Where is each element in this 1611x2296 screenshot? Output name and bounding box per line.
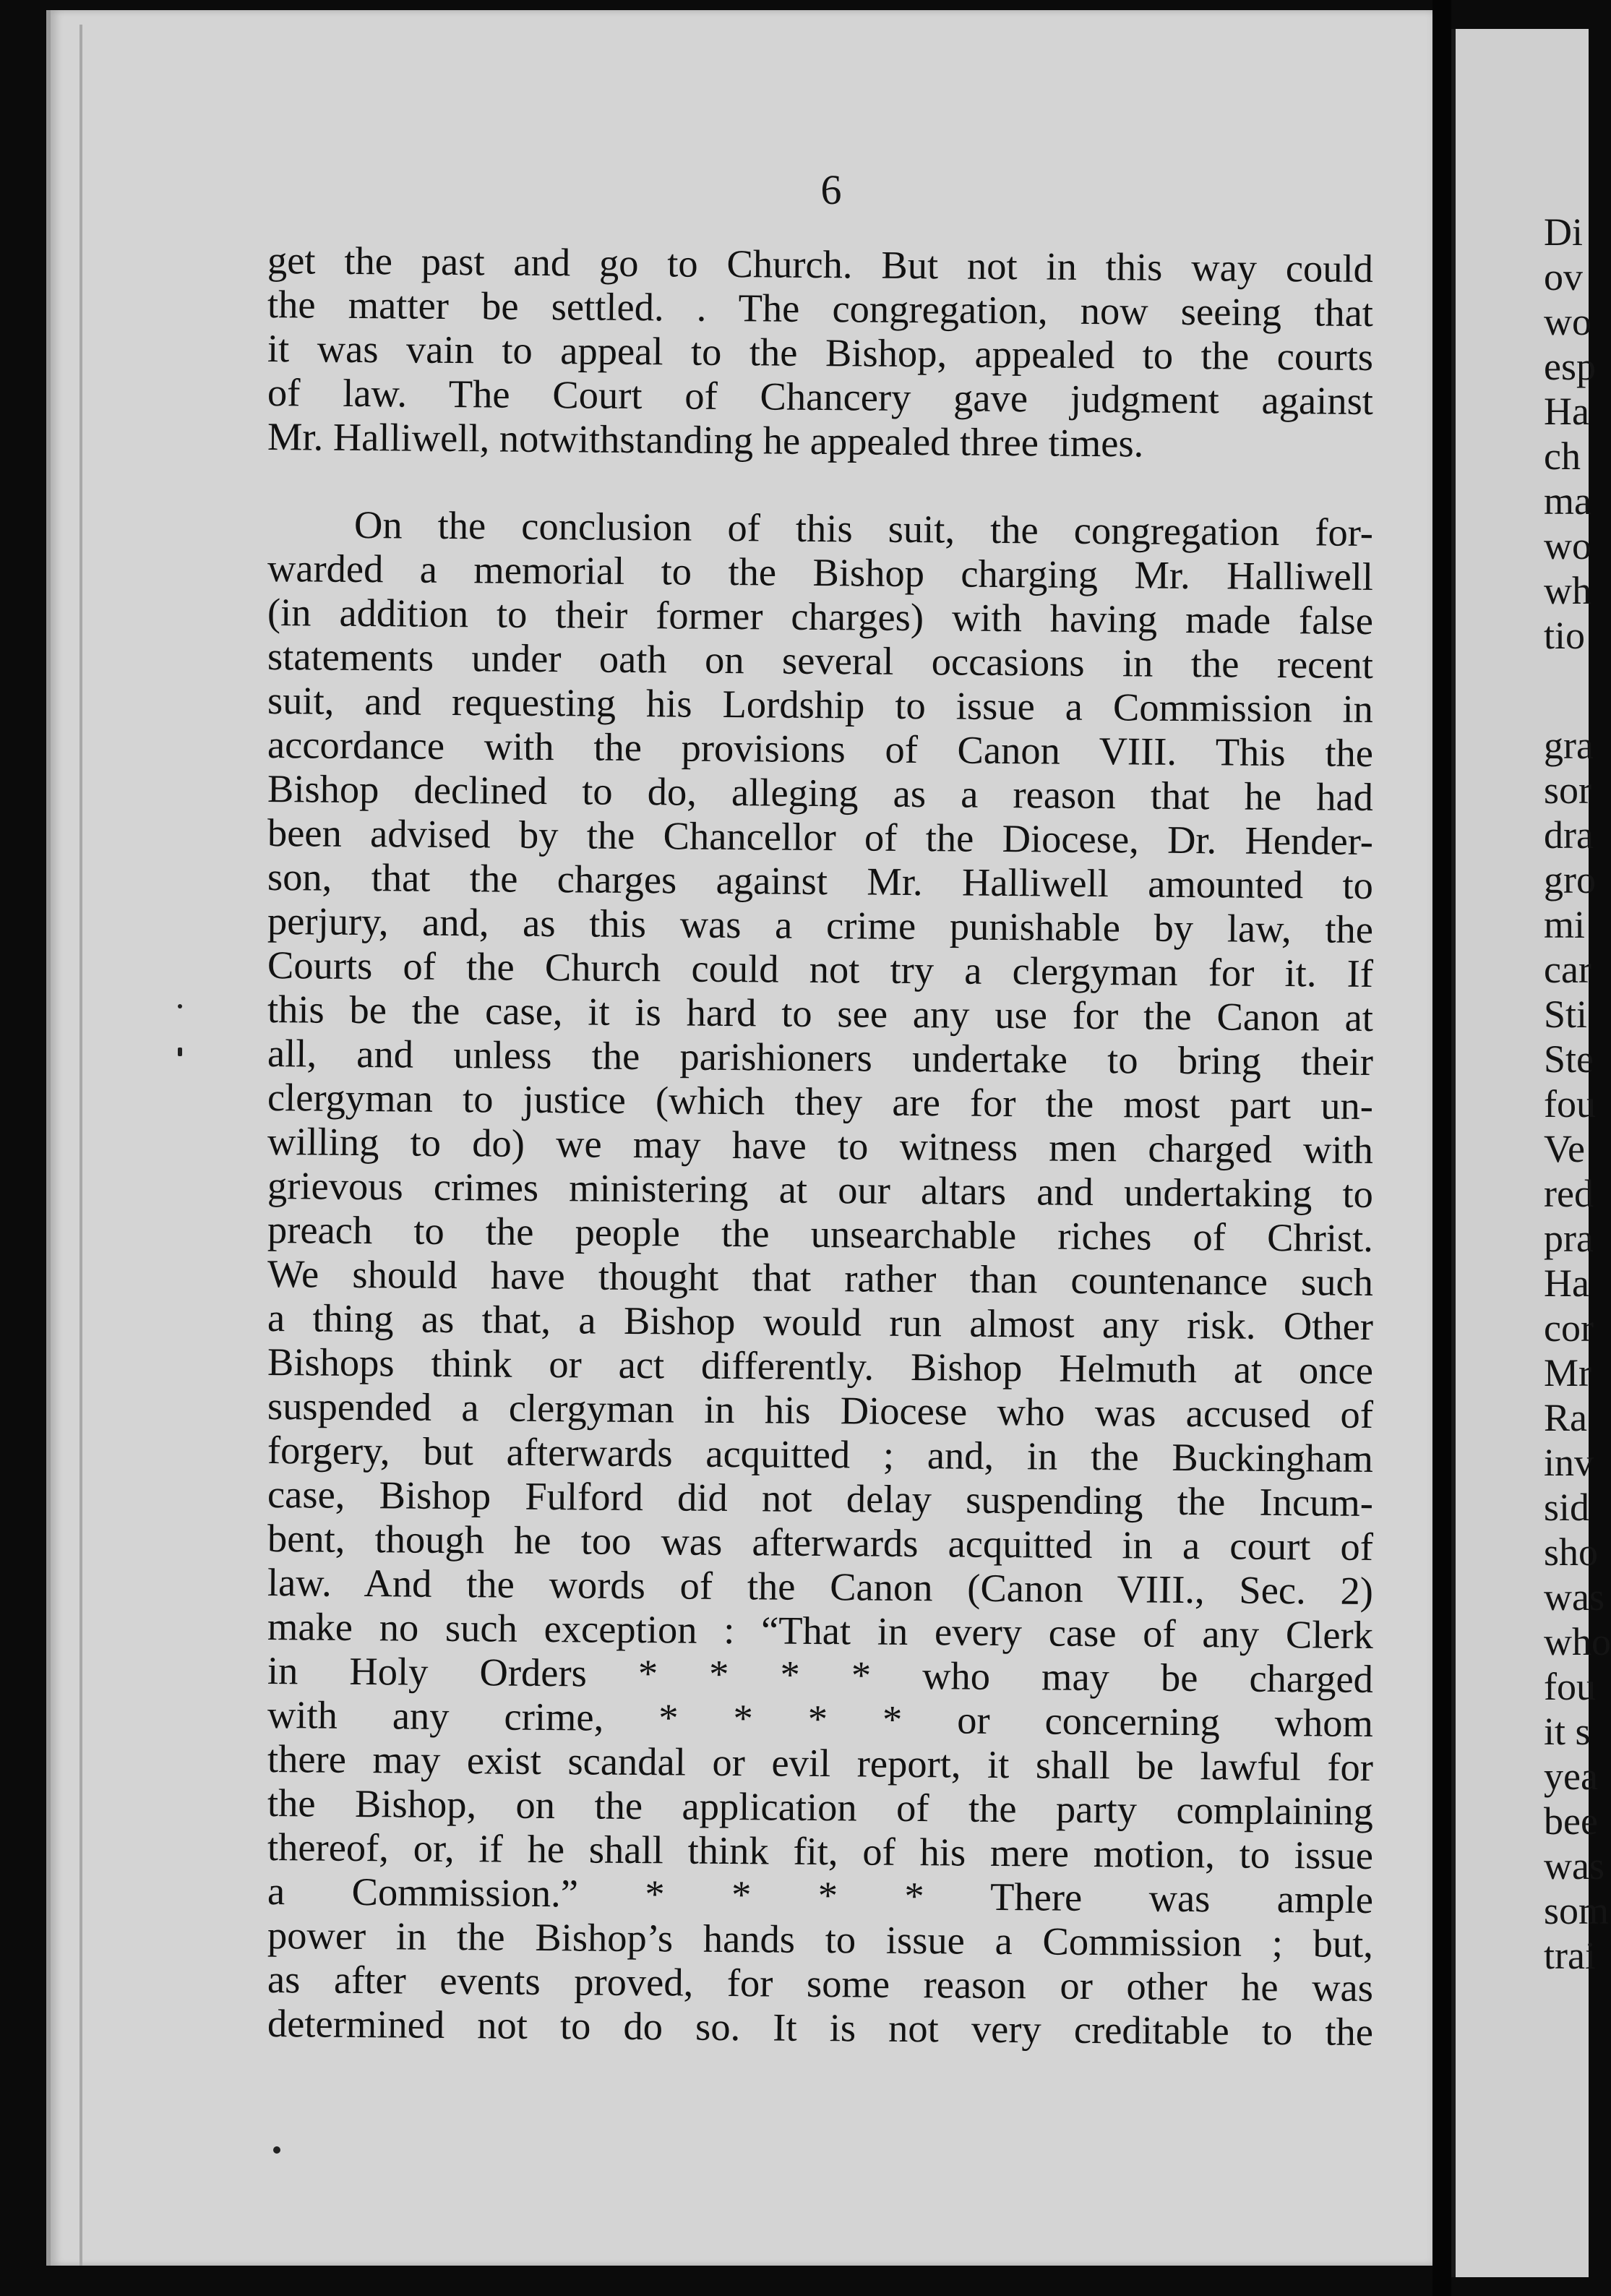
adjacent-page-fragment: Sti <box>1544 993 1588 1036</box>
text-line: as after events proved, for some reason or other he was <box>267 1957 1374 2010</box>
text-line: it was vain to appeal to the Bishop, appealed to the courts <box>267 326 1374 380</box>
text-line: We should have thought that rather than countenance such <box>267 1251 1374 1305</box>
text-line: of law. The Court of Chancery gave judgment against <box>267 370 1374 424</box>
adjacent-page-fragment: cor <box>1544 1306 1594 1350</box>
text-line: the matter be settled. . The congregation, now seeing that <box>267 282 1374 335</box>
text-line: perjury, and, as this was a crime punishable by law, the <box>267 899 1374 952</box>
adjacent-page-fragment: wh <box>1544 569 1591 612</box>
text-line: forgery, but afterwards acquitted ; and, in the Buckingham <box>267 1428 1374 1481</box>
text-line: Bishop declined to do, alleging as a reason that he had <box>267 766 1374 820</box>
text-line: thereof, or, if he shall think fit, of his mere motion, to issue <box>267 1825 1374 1878</box>
adjacent-page-fragment: wo <box>1544 524 1591 567</box>
adjacent-page-fragment: sor <box>1544 768 1591 812</box>
adjacent-page-fragment: trai <box>1544 1934 1596 1977</box>
paper-speck <box>178 1004 182 1008</box>
text-line: all, and unless the parishioners undertake to bring their <box>267 1031 1374 1084</box>
text-line: there may exist scandal or evil report, it shall be lawful for <box>267 1736 1374 1790</box>
adjacent-page-fragment: wo <box>1544 300 1591 343</box>
adjacent-page-fragment: was <box>1544 1844 1604 1888</box>
paper-speck <box>273 2146 280 2154</box>
adjacent-page-fragment: Ste <box>1544 1037 1594 1081</box>
adjacent-page-fragment: gra <box>1544 724 1594 767</box>
body-text <box>267 238 1374 2055</box>
text-line: determined not to do so. It is not very creditable to the <box>267 2001 1374 2055</box>
adjacent-page-fragment: was <box>1544 1575 1604 1619</box>
text-line: bent, though he too was afterwards acquitted in a court of <box>267 1516 1374 1569</box>
adjacent-page-fragment: gro <box>1544 858 1596 901</box>
text-line: power in the Bishop’s hands to issue a Commission ; but, <box>267 1913 1374 1966</box>
text-line: get the past and go to Church. But not in this way could <box>267 238 1374 291</box>
adjacent-page-fragment: Ha <box>1544 1261 1589 1305</box>
adjacent-page-fragment: inv <box>1544 1441 1594 1484</box>
text-line: grievous crimes ministering at our altars and undertaking to <box>267 1163 1374 1217</box>
adjacent-page-fragment: it s <box>1544 1710 1591 1753</box>
adjacent-page-fragment: Ha <box>1544 390 1589 433</box>
text-line: (in addition to their former charges) with having made false <box>267 590 1374 643</box>
text-line: make no such exception : “That in every case of any Clerk <box>267 1604 1374 1658</box>
adjacent-page-fragment: sid <box>1544 1486 1590 1529</box>
adjacent-page-fragment: red <box>1544 1172 1594 1215</box>
adjacent-page-fragment: esp <box>1544 345 1596 388</box>
text-line: with any crime, * * * * or concerning whom <box>267 1692 1374 1746</box>
text-line: Courts of the Church could not try a clergyman for it. If <box>267 943 1374 996</box>
adjacent-page-fragment: who <box>1544 1620 1611 1663</box>
text-line: law. And the words of the Canon (Canon VIII., Sec. 2) <box>267 1560 1374 1614</box>
adjacent-page-fragment: Mr <box>1544 1351 1591 1395</box>
adjacent-page-fragment: ov <box>1544 255 1583 299</box>
text-line: a Commission.” * * * * There was ample <box>267 1869 1374 1922</box>
paragraph-1 <box>267 238 1374 466</box>
paragraph-2 <box>267 502 1374 2055</box>
text-line: On the conclusion of this suit, the congregation for- <box>353 502 1374 555</box>
adjacent-page <box>1451 29 1611 2277</box>
adjacent-page-fragment: pra <box>1544 1217 1594 1260</box>
text-line: willing to do) we may have to witness men charged with <box>267 1119 1374 1173</box>
adjacent-page-fragment: ch <box>1544 434 1581 478</box>
adjacent-page-fragment: Di <box>1544 210 1583 254</box>
adjacent-page-fragment: fou <box>1544 1665 1596 1708</box>
paper-speck <box>178 1048 182 1056</box>
text-line: son, that the charges against Mr. Halliwell amounted to <box>267 854 1374 908</box>
adjacent-page-fragment: sho <box>1544 1530 1599 1574</box>
text-line: been advised by the Chancellor of the Diocese, Dr. Hender- <box>267 810 1374 864</box>
adjacent-page-fragment: yea <box>1544 1755 1598 1798</box>
book-gutter <box>1432 0 1451 2296</box>
adjacent-page-fragment: bee <box>1544 1799 1598 1843</box>
text-line: warded a memorial to the Bishop charging Mr. Halliwell <box>267 546 1374 599</box>
text-line: clergyman to justice (which they are for the most part un- <box>267 1075 1374 1128</box>
page-edge <box>80 25 82 2266</box>
text-line: preach to the people the unsearchable riches of Christ. <box>267 1207 1374 1261</box>
text-line: statements under oath on several occasions in the recent <box>267 634 1374 687</box>
text-line: Bishops think or act differently. Bishop Helmuth at once <box>267 1340 1374 1393</box>
adjacent-page-fragment: Ra <box>1544 1396 1587 1439</box>
book-page <box>46 10 1437 2266</box>
text-line: Mr. Halliwell, notwithstanding he appealed three times. <box>267 414 1144 466</box>
adjacent-page-fragment: dra <box>1544 813 1594 857</box>
page-number: 6 <box>820 166 842 213</box>
text-line: suspended a clergyman in his Diocese who was accused of <box>267 1384 1374 1437</box>
adjacent-page-fragment: ma <box>1544 479 1591 523</box>
adjacent-page-fragment: tio <box>1544 614 1586 657</box>
text-line: this be the case, it is hard to see any use for the Canon at <box>267 987 1374 1040</box>
text-line: a thing as that, a Bishop would run almost any risk. Other <box>267 1295 1374 1349</box>
text-line: the Bishop, on the application of the party complaining <box>267 1781 1374 1834</box>
adjacent-page-fragment: Ve <box>1544 1127 1585 1170</box>
adjacent-page-fragment: car <box>1544 948 1591 991</box>
text-line: in Holy Orders * * * * who may be charged <box>267 1648 1374 1702</box>
text-line: case, Bishop Fulford did not delay suspending the Incum- <box>267 1472 1374 1525</box>
adjacent-page-fragment: mi <box>1544 903 1586 946</box>
adjacent-page-fragment: fou <box>1544 1082 1596 1126</box>
text-line: suit, and requesting his Lordship to issue a Commission in <box>267 678 1374 732</box>
adjacent-page-fragment: som <box>1544 1889 1610 1932</box>
text-line: accordance with the provisions of Canon VIII. This the <box>267 722 1374 776</box>
